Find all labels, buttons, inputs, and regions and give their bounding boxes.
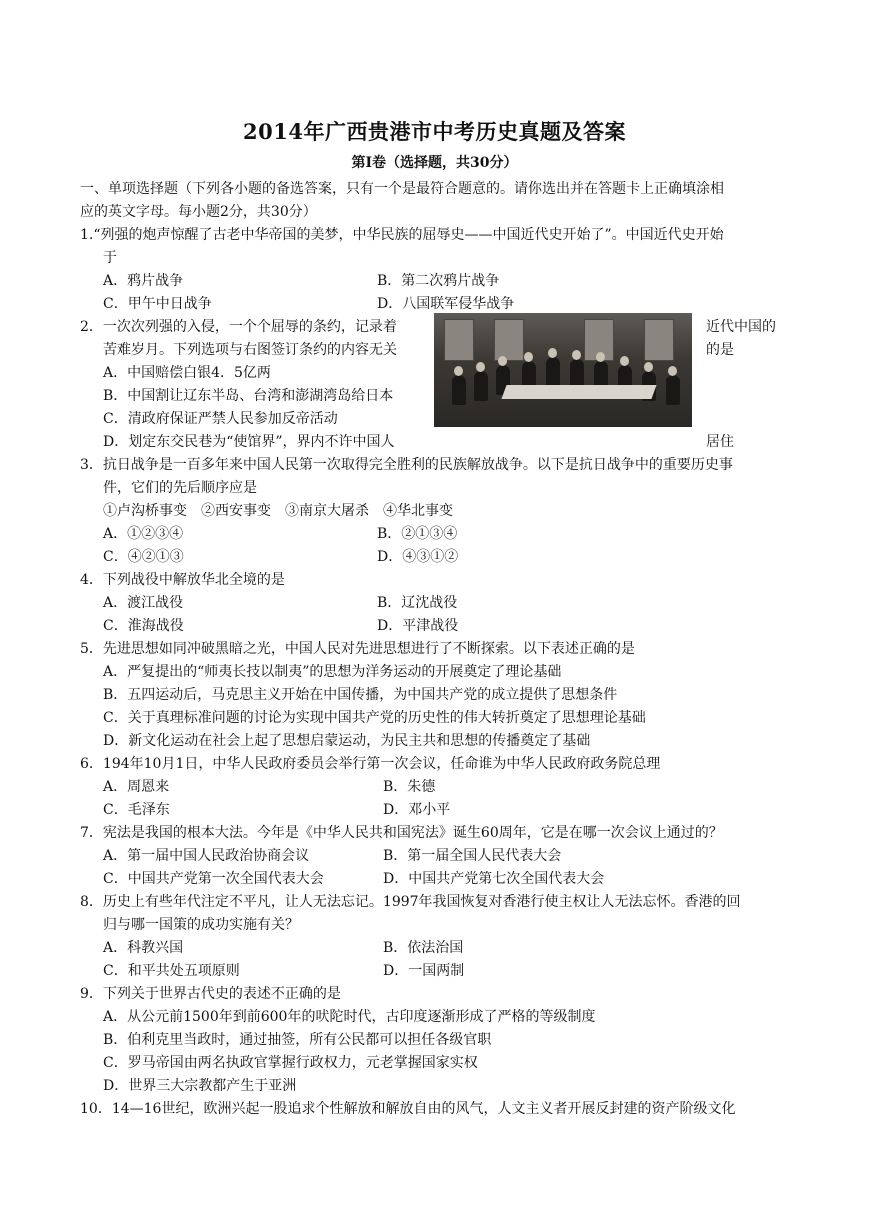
question-1-option-c: C．甲午中日战争 [103, 296, 212, 312]
question-10-stem: 10．14—16世纪，欧洲兴起一股追求个性解放和解放自由的风气，人文主义者开展反封建的资产阶级文化 [80, 1101, 736, 1117]
question-4-option-b: B．辽沈战役 [377, 595, 458, 611]
question-9-option-a: A．从公元前1500年到前600年的吠陀时代，古印度逐渐形成了严格的等级制度 [103, 1009, 596, 1025]
section-instructions: 一、单项选择题（下列各小题的备选答案，只有一个是最符合题意的。请你选出并在答题卡上正确填涂相 [80, 181, 724, 197]
part-heading: 第Ⅰ卷（选择题，共30分） [351, 155, 518, 171]
question-1-stem-cont: 于 [103, 250, 117, 266]
section-instructions-cont: 应的英文字母。每小题2分，共30分） [80, 204, 317, 220]
question-3-option-a: A．①②③④ [103, 526, 184, 542]
question-3-option-b: B．②①③④ [377, 526, 458, 542]
question-5-option-c: C．关于真理标准问题的讨论为实现中国共产党的历史性的伟大转折奠定了思想理论基础 [103, 710, 646, 726]
question-1-option-a: A．鸦片战争 [103, 273, 184, 289]
question-2-stem-cont-right: 的是 [706, 342, 734, 358]
question-4-option-a: A．渡江战役 [103, 595, 184, 611]
question-1-option-d: D．八国联军侵华战争 [377, 296, 515, 312]
question-3-option-d: D．④③①② [377, 549, 459, 565]
question-7-option-d: D．中国共产党第七次全国代表大会 [383, 871, 605, 887]
question-6-option-d: D．邓小平 [383, 802, 451, 818]
document-title: 2014年广西贵港市中考历史真题及答案 [243, 119, 626, 144]
question-7-option-a: A．第一届中国人民政治协商会议 [103, 848, 310, 864]
question-8-option-d: D．一国两制 [383, 963, 465, 979]
question-3-option-c: C．④②①③ [103, 549, 184, 565]
question-8-stem: 8．历史上有些年代注定不平凡，让人无法忘记。1997年我国恢复对香港行使主权让人无法忘怀。香港的回 [80, 894, 741, 910]
question-2-option-d: D．划定东交民巷为“使馆界”，界内不许中国人 [103, 434, 395, 450]
question-7-option-c: C．中国共产党第一次全国代表大会 [103, 871, 324, 887]
question-2-option-a: A．中国赔偿白银4．5亿两 [103, 365, 271, 381]
question-2-stem-cont: 苦难岁月。下列选项与右图签订条约的内容无关 [103, 342, 397, 358]
question-2-stem: 2．一次次列强的入侵，一个个屈辱的条约，记录着 [80, 319, 397, 335]
question-6-option-a: A．周恩来 [103, 779, 170, 795]
question-5-stem: 5．先进思想如同冲破黑暗之光，中国人民对先进思想进行了不断探索。以下表述正确的是 [80, 641, 635, 657]
question-6-option-b: B．朱德 [383, 779, 436, 795]
question-2-option-d-right: 居住 [706, 434, 734, 450]
question-4-stem: 4．下列战役中解放华北全境的是 [80, 572, 285, 588]
question-9-option-c: C．罗马帝国由两名执政官掌握行政权力，元老掌握国家实权 [103, 1055, 478, 1071]
question-6-stem: 6．194年10月1日，中华人民政府委员会举行第一次会议，任命谁为中华人民政府政务院总理 [80, 756, 661, 772]
question-5-option-b: B．五四运动后，马克思主义开始在中国传播，为中国共产党的成立提供了思想条件 [103, 687, 618, 703]
question-1-stem: 1.“列强的炮声惊醒了古老中华帝国的美梦，中华民族的屈辱史——中国近代史开始了”。中国近代史开始 [80, 227, 724, 243]
question-7-stem: 7．宪法是我国的根本大法。今年是《中华人民共和国宪法》诞生60周年，它是在哪一次会议上通过的？ [80, 825, 723, 841]
question-9-stem: 9．下列关于世界古代史的表述不正确的是 [80, 986, 341, 1002]
question-9-option-d: D．世界三大宗教都产生于亚洲 [103, 1078, 297, 1094]
question-3-stem: 3．抗日战争是一百多年来中国人民第一次取得完全胜利的民族解放战争。以下是抗日战争中的重要历史事 [80, 457, 733, 473]
question-6-option-c: C．毛泽东 [103, 802, 170, 818]
question-5-option-d: D．新文化运动在社会上起了思想启蒙运动，为民主共和思想的传播奠定了基础 [103, 733, 591, 749]
question-2-stem-right: 近代中国的 [706, 319, 776, 335]
question-5-option-a: A．严复提出的“师夷长技以制夷”的思想为洋务运动的开展奠定了理论基础 [103, 664, 562, 680]
question-7-option-b: B．第一届全国人民代表大会 [383, 848, 562, 864]
question-8-option-c: C．和平共处五项原则 [103, 963, 240, 979]
question-4-option-c: C．淮海战役 [103, 618, 184, 634]
question-8-option-b: B．依法治国 [383, 940, 464, 956]
question-8-option-a: A．科教兴国 [103, 940, 184, 956]
question-8-stem-cont: 归与哪一国策的成功实施有关？ [103, 917, 299, 933]
question-2-option-c: C．清政府保证严禁人民参加反帝活动 [103, 411, 338, 427]
question-1-option-b: B．第二次鸦片战争 [377, 273, 500, 289]
question-3-stem-cont: 件，它们的先后顺序应是 [103, 480, 257, 496]
treaty-signing-photo [434, 313, 692, 427]
question-4-option-d: D．平津战役 [377, 618, 459, 634]
question-3-events: ①卢沟桥事变 ②西安事变 ③南京大屠杀 ④华北事变 [103, 503, 453, 519]
question-2-option-b: B．中国割让辽东半岛、台湾和澎湖湾岛给日本 [103, 388, 394, 404]
question-9-option-b: B．伯利克里当政时，通过抽签，所有公民都可以担任各级官职 [103, 1032, 492, 1048]
